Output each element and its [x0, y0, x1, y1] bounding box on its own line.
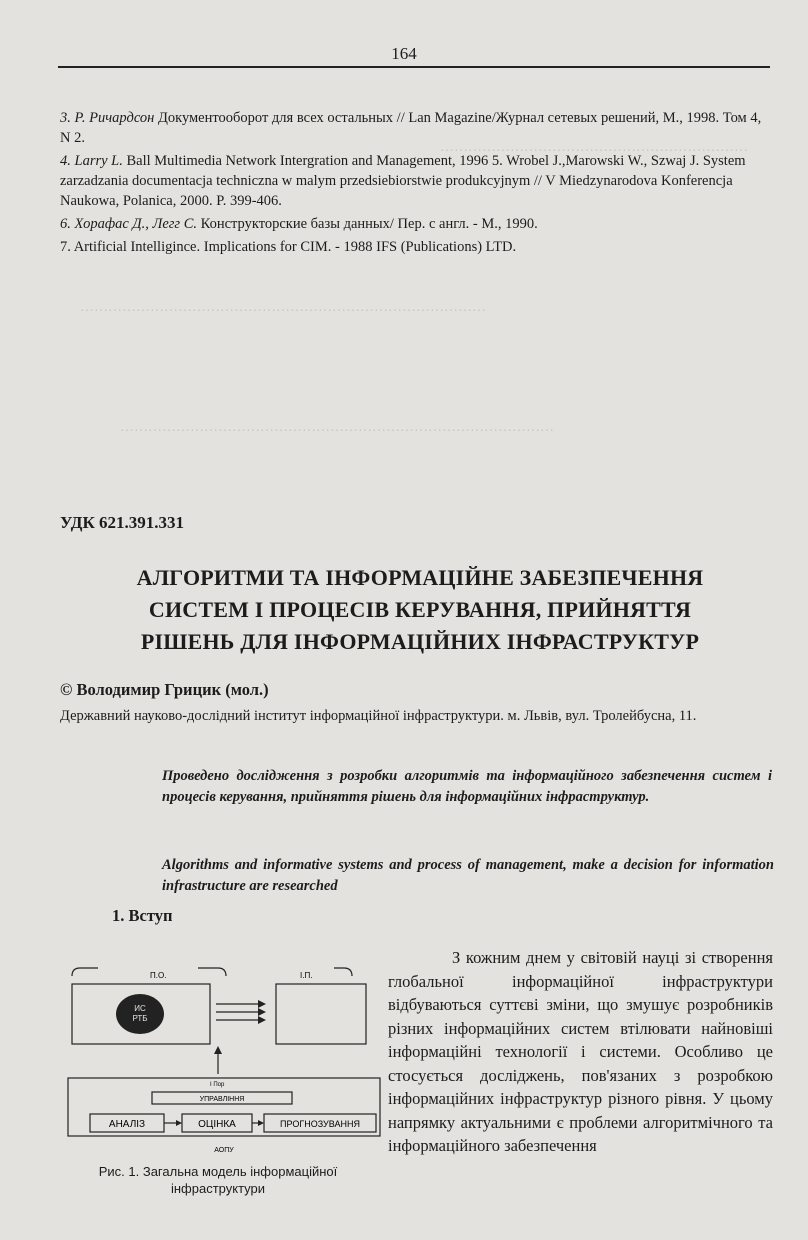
arrow-head — [258, 1016, 266, 1024]
label-po: П.О. — [150, 971, 167, 980]
reference-item: 6. Хорафас Д., Легг С. Конструкторские базы данных/ Пер. с англ. - М., 1990. — [60, 216, 538, 232]
arrow-head — [214, 1046, 222, 1054]
box-ip — [276, 984, 366, 1044]
arrow-head — [258, 1120, 264, 1126]
analiz-label: АНАЛІЗ — [108, 1119, 146, 1130]
title-line: РІШЕНЬ ДЛЯ ІНФОРМАЦІЙНИХ ІНФРАСТРУКТУР — [140, 629, 700, 654]
page-number: 164 — [391, 44, 417, 63]
otsinka-label: ОЦІНКА — [198, 1119, 236, 1130]
header-rule — [58, 66, 770, 68]
article-title — [60, 562, 780, 658]
title-line: СИСТЕМ І ПРОЦЕСІВ КЕРУВАННЯ, ПРИЙНЯТТЯ — [148, 597, 692, 622]
section-heading: 1. Вступ — [112, 906, 173, 925]
brace-left — [72, 968, 98, 976]
reference-item: 7. Artificial Intelligince. Implications for CIM. - 1988 IFS (Publications) LTD. — [60, 239, 517, 255]
body-paragraph: З кожним днем у світовій науці зі створення глобальної інформаційної інфраструктури відбуваються суттєві зміни, що змушує розробників різних інформаційних систем втілювати найновіші інформаційні технології і системи. Особливо це стосується досліджень, пов'язаних з розробкою інформаційних інфраструктур різного рівня. У цьому напрямку актуальними є проблеми алгоритмічного та інформаційного забезпечення — [388, 948, 773, 1155]
figure-diagram — [58, 954, 388, 1164]
reference-item: 4. Larry L. Ball Multimedia Network Intergration and Management, 1996 5. Wrobel J.,Marowski W., Szwaj J. System zarzadzania documentacja techniczna w malym przedsiebiorstwie produkcyjnym // V Miedzynarodova Konferencja Naukowa, Polanica, 2000. P. 399-406. — [60, 153, 746, 209]
upravlinnia-label: УПРАВЛІННЯ — [199, 1096, 245, 1103]
label-ip: І.П. — [300, 971, 313, 980]
reference-item: 3. Р. Ричардсон Документооборот для всех остальных // Lan Magazine/Журнал сетевых решений, М., 1998. Том 4, N 2. — [60, 110, 762, 146]
aopu-label: АОПУ — [214, 1147, 234, 1154]
author: © Володимир Грицик (мол.) — [60, 680, 269, 699]
ellipse-label: РТБ — [132, 1014, 148, 1023]
arrow-head — [258, 1000, 266, 1008]
brace-mid — [198, 968, 226, 976]
title-line: АЛГОРИТМИ ТА ІНФОРМАЦІЙНЕ ЗАБЕЗПЕЧЕННЯ — [136, 565, 704, 590]
abstract-ukrainian: Проведено дослідження з розробки алгоритмів та інформаційного забезпечення систем і процесів керування, прийняття рішень для інформаційних інфраструктур. — [162, 768, 772, 805]
figure-caption: Рис. 1. Загальна модель інформаційної інфраструктури — [98, 1164, 338, 1196]
bleed-through-text: …………………………………………………………………………… — [80, 300, 486, 315]
abstract-english: Algorithms and informative systems and process of management, make a decision for information infrastructure are researched — [162, 857, 774, 894]
prognozuvannia-label: ПРОГНОЗУВАННЯ — [280, 1119, 360, 1129]
reference-list — [60, 108, 775, 260]
small-label: І Пор — [210, 1082, 225, 1088]
udk-code: УДК 621.391.331 — [60, 513, 185, 532]
bleed-through-text: ………………………………………………………… — [440, 140, 748, 155]
arrow-head — [176, 1120, 182, 1126]
arrow-head — [258, 1008, 266, 1016]
bleed-through-text: ………………………………………………………………………………… — [120, 420, 554, 435]
ellipse-label: ИС — [134, 1004, 146, 1013]
affiliation: Державний науково-дослідний інститут інформаційної інфраструктури. м. Львів, вул. Тролейбусна, 11. — [60, 708, 697, 724]
brace-right — [334, 968, 352, 976]
